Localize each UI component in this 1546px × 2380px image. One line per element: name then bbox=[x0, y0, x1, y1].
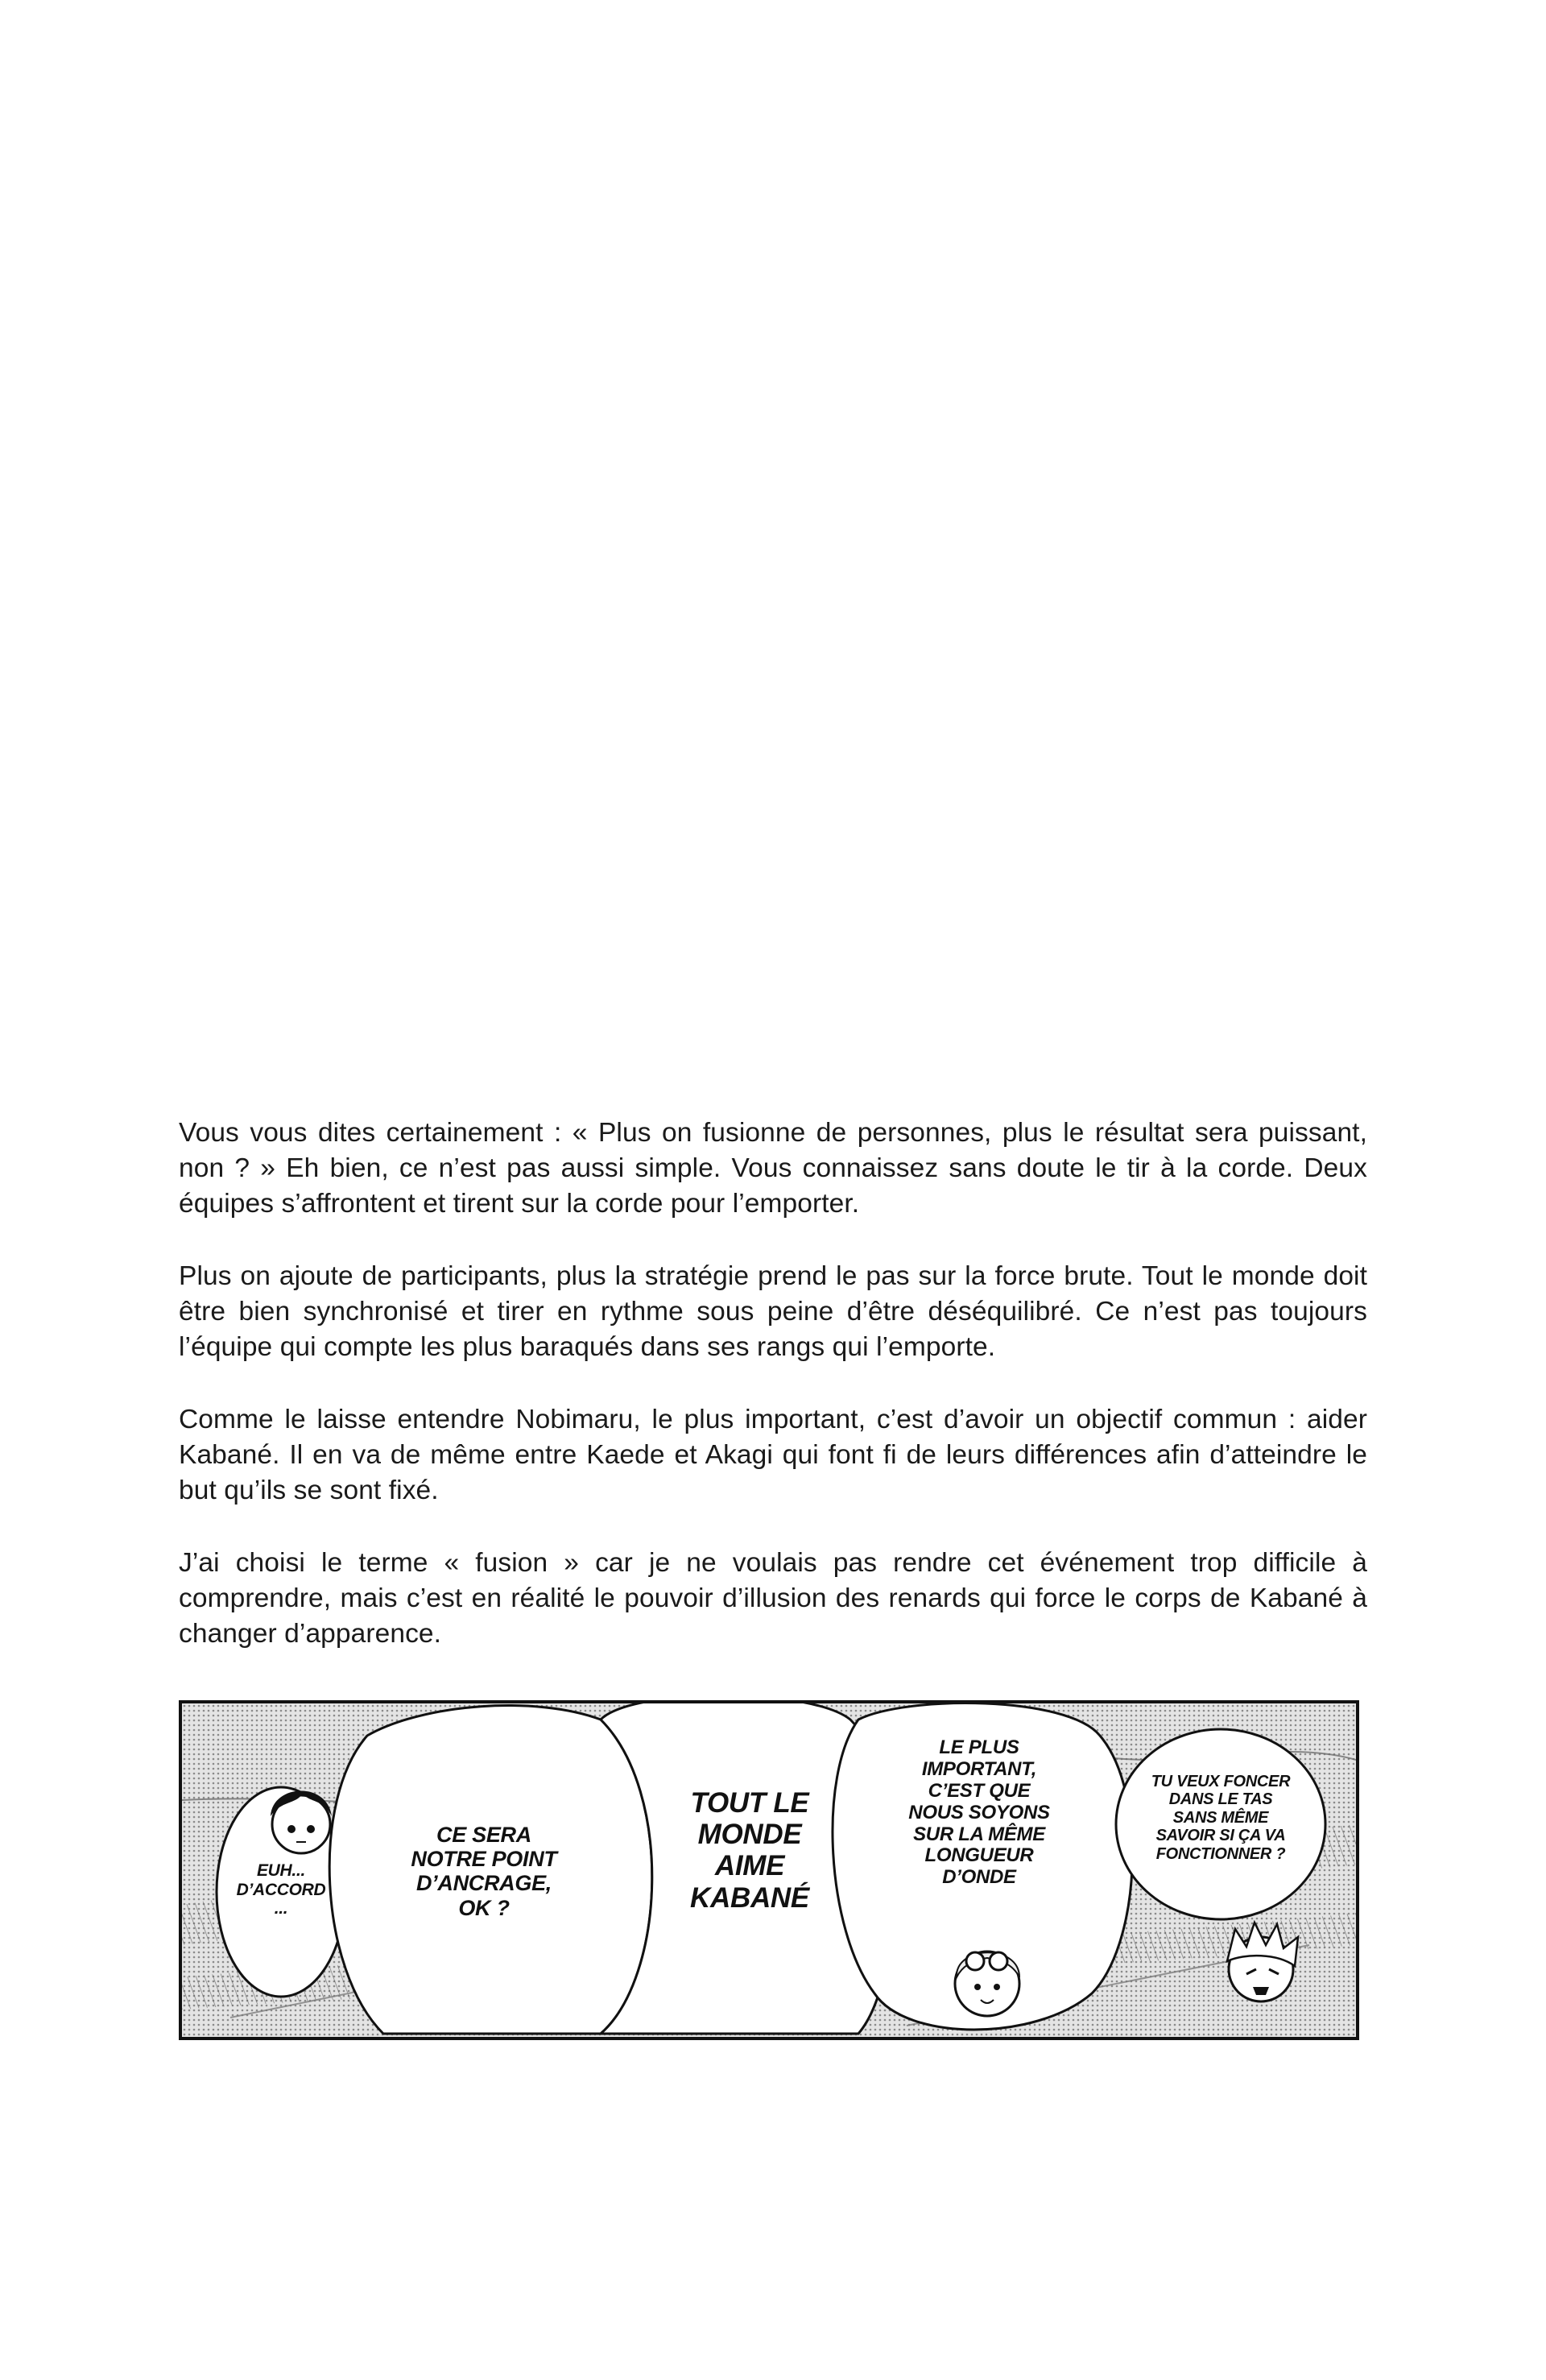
paragraph-1: Vous vous dites certainement : « Plus on fusionne de personnes, plus le résultat sera puissant, non ? » Eh bien, ce n’est pas aussi simple. Vous connaissez sans doute le tir à la corde. Deux équipes s’affrontent et tirent sur la corde pour l’emporter. bbox=[179, 1118, 1367, 1219]
bubble-2-line-1: CE SERA bbox=[436, 1823, 531, 1847]
bubble-1-line-2: D’ACCORD bbox=[236, 1880, 326, 1899]
bubble-2-line-3: D’ANCRAGE, bbox=[415, 1871, 552, 1896]
bubble-3-line-4: KABANÉ bbox=[690, 1881, 809, 1914]
bubble-5-line-1: TU VEUX FONCER bbox=[1151, 1773, 1291, 1790]
bubble-1-text bbox=[221, 1861, 341, 1918]
bubble-3-line-3: AIME bbox=[714, 1850, 785, 1882]
bubble-5-text bbox=[1124, 1773, 1317, 1863]
bubble-4-line-5: SUR LA MÊME bbox=[913, 1823, 1045, 1845]
bubble-3-line-1: TOUT LE bbox=[690, 1787, 809, 1819]
bubble-3-text bbox=[649, 1787, 850, 1914]
bubble-5-line-2: DANS LE TAS bbox=[1168, 1790, 1273, 1809]
character-kabane-icon bbox=[271, 1790, 332, 1853]
paragraph-2: Plus on ajoute de participants, plus la stratégie prend le pas sur la force brute. Tout le monde doit être bien synchronisé et tirer en rythme sous peine d’être déséquilibré. Ce n’est pas toujours l’équipe qui compte les plus baraqués dans ses rangs qui l’emporte. bbox=[179, 1261, 1367, 1362]
character-goggles-icon bbox=[955, 1952, 1019, 2016]
paragraph-3: Comme le laisse entendre Nobimaru, le plus important, c’est d’avoir un objectif commun : aider Kabané. Il en va de même entre Kaede et Akagi qui font fi de leurs différences afin d’atteindre le but qu’ils se sont fixé. bbox=[179, 1405, 1367, 1505]
bubble-2-text bbox=[375, 1823, 593, 1920]
bubble-5-line-3: SANS MÊME bbox=[1172, 1808, 1269, 1827]
bubble-5-line-5: FONCTIONNER ? bbox=[1155, 1844, 1286, 1863]
manga-panel bbox=[179, 1700, 1359, 2040]
bubble-5-line-4: SAVOIR SI ÇA VA bbox=[1155, 1827, 1286, 1845]
bubble-2-line-2: NOTRE POINT bbox=[411, 1847, 557, 1872]
bubble-4-line-3: C’EST QUE bbox=[928, 1779, 1031, 1802]
bubble-4-line-7: D’ONDE bbox=[942, 1866, 1016, 1889]
bubble-4-line-1: LE PLUS bbox=[939, 1736, 1019, 1758]
bubble-4-line-6: LONGUEUR bbox=[924, 1844, 1034, 1867]
bubble-1-line-1: EUH... bbox=[256, 1861, 306, 1880]
bubble-4-line-4: NOUS SOYONS bbox=[908, 1801, 1050, 1823]
bubble-2-line-4: OK ? bbox=[458, 1895, 510, 1920]
bubble-4-line-2: IMPORTANT, bbox=[921, 1757, 1037, 1780]
bubble-4-text bbox=[874, 1737, 1084, 1889]
commentary-text bbox=[179, 1115, 1367, 1689]
bubble-1-line-3: ... bbox=[274, 1899, 288, 1918]
paragraph-4: J’ai choisi le terme « fusion » car je ne voulais pas rendre cet événement trop difficile à comprendre, mais c’est en réalité le pouvoir d’illusion des renards qui force le corps de Kabané à changer d’apparence. bbox=[179, 1548, 1367, 1649]
bubble-3-line-2: MONDE bbox=[697, 1819, 802, 1851]
